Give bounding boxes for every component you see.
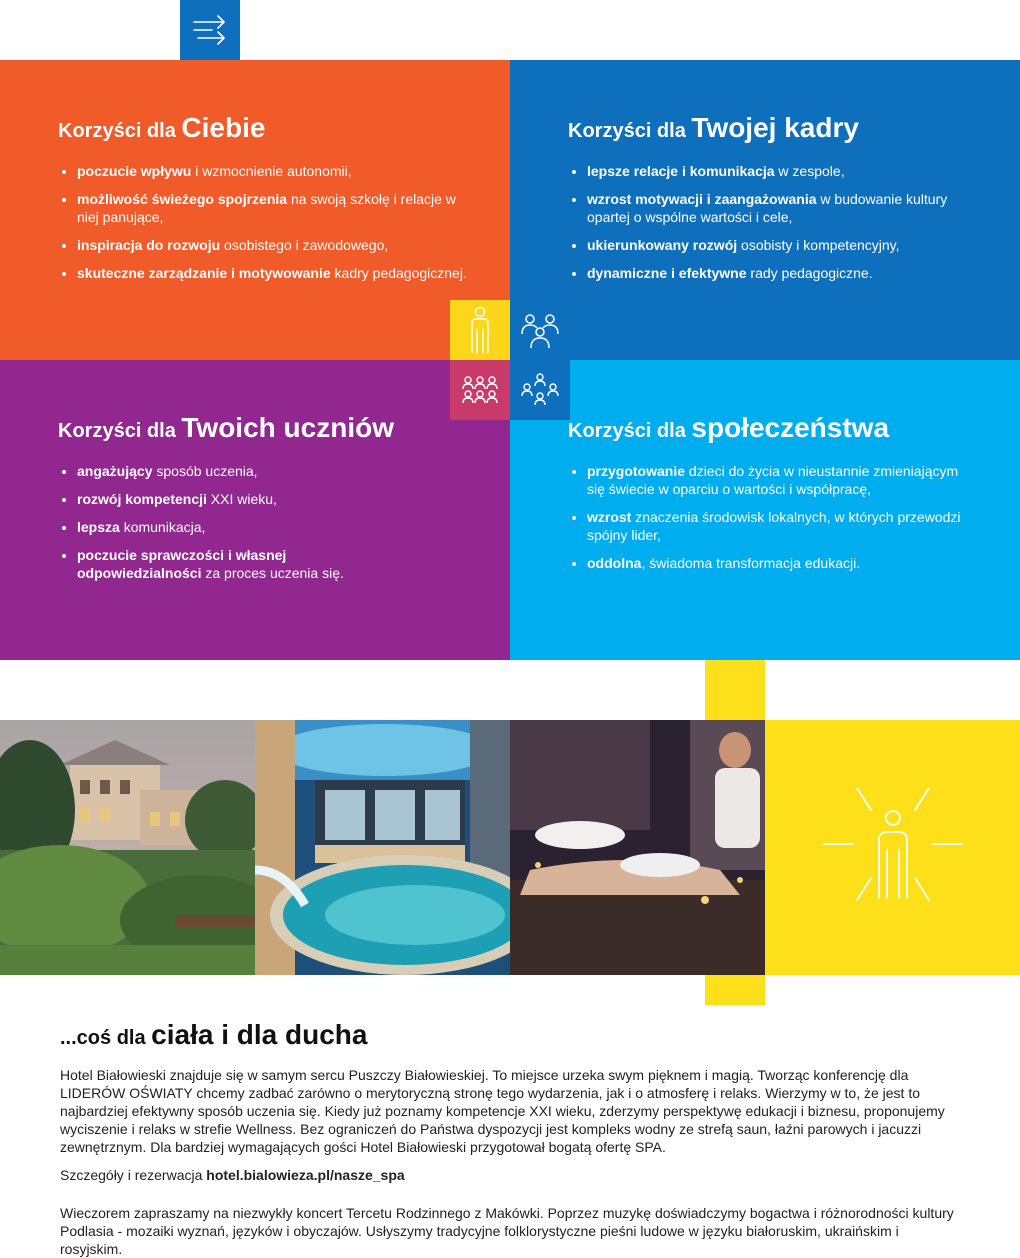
benefits-you-title: Korzyści dla Ciebie [58,112,266,143]
article-text: Wieczorem zapraszamy na niezwykły koncert Tercetu Rodzinnego z Makówki. Poprzez muzykę doświadczymy bogactwa i różnorodności kultury Podlasia - mozaiki wyznań, języków i obyczajów. Usłyszymy tradycyjne folklorystyczne pieśni ludowe w języku białoruskim, ukraińskim i rosyjskim. [60,1205,954,1257]
massage-photo [510,720,765,975]
benefits-students-title: Korzyści dla Twoich uczniów [58,412,394,443]
list-item: • dynamiczne i efektywne rady pedagogiczne. [587,264,987,282]
group-of-six-icon [460,374,500,406]
benefits-students-list [58,462,477,592]
group-of-six-tile [450,360,510,420]
benefits-staff-list [568,162,987,292]
list-item: • przygotowanie dzieci do życia w nieustannie zmieniającym się świecie w oparciu o wartości i współpracę, [587,462,972,498]
article-text: Hotel Białowieski znajduje się w samym sercu Puszczy Białowieskiej. To miejsce urzeka swym pięknem i magią. Tworząc konferencję dla LIDERÓW OŚWIATY chcemy zadbać zarówno o merytoryczną stronę tego wydarzenia, jak i o atmosferę i relaks. Wierzymy w to, że jest to najbardziej efektywny sposób uczenia się. Kiedy już poznamy kompetencje XXI wieku, zderzymy perspektywę edukacji i biznesu, proponujemy wyciszenie i relaks w strefie Wellness. Bez ograniczeń do Państwa dyspozycji jest kompleks wodny ze strefą saun, łaźni parowych i jacuzzi zewnętrznym. Dla bardziej wymagających gości Hotel Białowieski przygotował bogatą ofertę SPA. [60,1067,945,1155]
yellow-glow-tile [765,720,1020,975]
list-item: • inspiracja do rozwoju osobistego i zawodowego, [77,236,477,254]
single-person-icon [465,305,495,355]
benefits-society-list [568,462,972,582]
crowd-network-icon [518,372,562,408]
details-line [60,1166,960,1184]
arrows-right-icon [190,12,230,48]
article-paragraph-2 [60,1204,960,1258]
glowing-person-icon [823,788,963,908]
benefits-staff-title: Korzyści dla Twojej kadry [568,112,859,143]
spa-link[interactable]: hotel.bialowieza.pl/nasze_spa [206,1167,405,1183]
three-people-tile [510,300,570,360]
list-item: • ukierunkowany rozwój osobisty i kompetencyjny, [587,236,987,254]
list-item: • możliwość świeżego spojrzenia na swoją szkołę i relacje w niej panujące, [77,190,477,226]
hotel-building-photo [0,720,255,975]
benefits-you-list [58,162,477,292]
single-person-tile [450,300,510,360]
list-item: • lepsza komunikacja, [77,518,477,536]
article-paragraph-1 [60,1066,960,1156]
list-item: • skuteczne zarządzanie i motywowanie kadry pedagogicznej. [77,264,477,282]
list-item: • oddolna, świadoma transformacja edukacji. [587,554,972,572]
three-people-icon [518,310,562,350]
list-item: • angażujący sposób uczenia, [77,462,477,480]
details-label: Szczegóły i rezerwacja [60,1167,207,1183]
benefits-staff-panel [510,60,1020,360]
article-section [60,1019,960,1050]
indoor-pool-photo [255,720,510,975]
benefits-you-panel [0,60,510,360]
list-item: • poczucie wpływu i wzmocnienie autonomii, [77,162,477,180]
benefits-students-panel [0,360,510,660]
list-item: • rozwój kompetencji XXI wieku, [77,490,477,508]
arrows-tile [180,0,240,60]
benefits-society-panel [510,360,1020,660]
list-item: • lepsze relacje i komunikacja w zespole, [587,162,987,180]
benefits-society-title: Korzyści dla społeczeństwa [568,412,890,443]
list-item: • wzrost motywacji i zaangażowania w budowanie kultury opartej o wspólne wartości i cele, [587,190,987,226]
crowd-network-tile [510,360,570,420]
article-title: ...coś dla ciała i dla ducha [60,1019,368,1050]
list-item: • poczucie sprawczości i własnej odpowiedzialności za proces uczenia się. [77,546,397,582]
list-item: • wzrost znaczenia środowisk lokalnych, w których przewodzi spójny lider, [587,508,972,544]
